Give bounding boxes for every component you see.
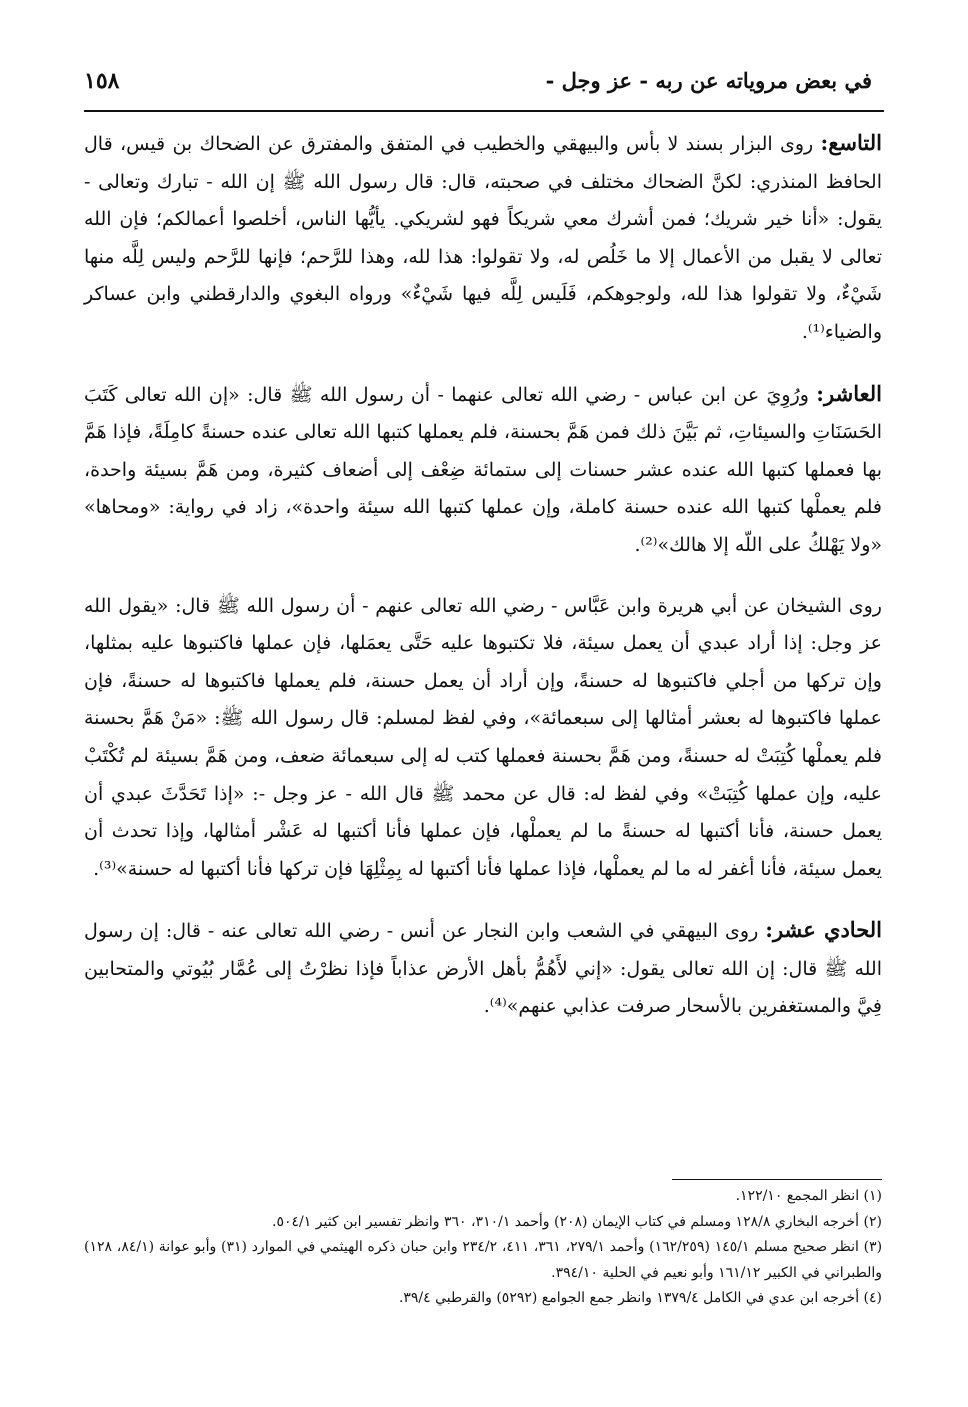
header-rule: [84, 110, 884, 112]
paragraph-label: التاسع:: [820, 130, 882, 155]
paragraph-text: روى البيهقي في الشعب وابن النجار عن أنس - رضي الله تعالى عنه - قال: إن رسول الله ﷺ قال: إن الله تعالى يقول: «إني لأَهُمُّ بأهل الأرض عذاباً فإذا نظرْتُ إلى عُمَّار بُيُوتي والمتحابين فِيَّ والمستغفرين بالأسحار صرفت عذابي عنهم»⁽⁴⁾.: [84, 920, 882, 1018]
paragraph-shaykhan: [84, 588, 882, 889]
paragraph-label: الحادي عشر:: [765, 917, 882, 943]
paragraph-text: روى البزار بسند لا بأس والبيهقي والخطيب في المتفق والمفترق عن الضحاك بن قيس، قال الحافظ المنذري: لكنَّ الضحاك مختلف في صحبته، قال: قال رسول الله ﷺ إن الله - تبارك وتعالى - يقول: «أنا خير شريك؛ فمن أشرك معي شريكاً فهو لشريكي. يأيُّها الناس، أخلصوا أعمالكم؛ فإن الله تعالى لا يقبل من الأعمال إلا ما خَلُص له، ولا تقولوا: هذا لله، وهذا للرَّحم؛ فإنها للرَّحم وليس لِلَّه منها شَيْءٌ، ولا تقولوا هذا لله، ولوجوهكم، فَلَيس لِلَّه فيها شَيْءٌ» ورواه البغوي والدارقطني وابن عساكر والضياء⁽¹⁾.: [84, 133, 882, 343]
footnote-3: (٣) انظر صحيح مسلم ١٤٥/١ (١٦٢/٢٥٩) وأحمد ٢٧٩/١، ٣٦١، ٤١١، ٢٣٤/٢ وابن حبان ذكره الهيثمي في الموارد (٣١) وأبو عوانة (٨٤/١، ١٢٨) والطبراني في الكبير ١٦١/١٢ وأبو نعيم في الحلية ٣٩٤/١٠.: [84, 1239, 883, 1281]
footnotes: [84, 1184, 882, 1312]
paragraph-label: العاشر:: [816, 380, 882, 406]
page-number: ١٥٨: [84, 68, 120, 94]
paragraph-text: روى الشيخان عن أبي هريرة وابن عَبَّاس - رضي الله تعالى عنهم - أن رسول الله ﷺ قال: «يقول الله عز وجل: إذا أراد عبدي أن يعمل سيئة، فلا تكتبوها عليه حَتَّى يعمَلها، فإن عملها فاكتبوها عليه بمثلها، وإن تركها من أجلي فاكتبوها له حسنةً، وإن أراد أن يعمل حسنة، فلم يعملها فاكتبوها له حسنةً، فإن عملها فاكتبوها له بعشر أمثالها إلى سبعمائة»، وفي لفظ لمسلم: قال رسول الله ﷺ: «مَنْ هَمَّ بحسنة فلم يعملْها كُتِبَتْ له حسنةً، ومن هَمَّ بحسنة فعملها كتب له إلى سبعمائة ضعف، ومن هَمَّ بسيئة لم تُكْتَبْ عليه، وإن عملها كُتِبَتْ» وفي لفظ له: قال عن محمد ﷺ قال الله - عز وجل -: «إذا تَحَدَّثَ عبدي أن يعمل حسنة، فأنا أكتبها له حسنةً ما لم يعملْها، فإن عملها فأنا أكتبها له عَشْر أمثالها، وإذا تحدث أن يعمل سيئة، فأنا أغفر له ما لم يعملْها، فإذا عملها فأنا أكتبها له بِمِثْلِهَا فإن تركها فأنا أكتبها له حسنة»⁽³⁾.: [84, 594, 882, 880]
footnote-4: (٤) أخرجه ابن عدي في الكامل ١٣٧٩/٤ وانظر جمع الجوامع (٥٢٩٢) والقرطبي ٣٩/٤.: [398, 1290, 882, 1306]
paragraph-eleventh: [84, 911, 882, 1026]
footnote-1: (١) انظر المجمع ١٢٢/١٠.: [735, 1188, 882, 1204]
footnote-2: (٢) أخرجه البخاري ١٢٨/٨ ومسلم في كتاب الإيمان (٢٠٨) وأحمد ٣١٠/١، ٣٦٠ وانظر تفسير ابن كثير ٥٠٤/١.: [272, 1213, 882, 1230]
paragraph-text: ورُوِيَ عن ابن عباس - رضي الله تعالى عنهما - أن رسول الله ﷺ قال: «إن الله تعالى كَتَبَ الحَسَنَاتِ والسيئاتِ، ثم بَيَّنَ ذلك فمن هَمَّ بحسنة، فلم يعملها كتبها الله تعالى عنده حسنةً كامِلَةً، فإذا هَمَّ بها فعملها كتبها الله عنده عشر حسنات إلى ستمائة ضِعْف إلى أضعاف كثيرة، ومن هَمَّ بسيئة واحدة، فلم يعملْها كتبها الله عنده حسنة كاملة، وإن عملها كتبها الله سيئة واحدة»، زاد في رواية: «ومحاها» «ولا يَهْلكُ على اللّه إلا هالك»⁽²⁾.: [84, 383, 882, 556]
paragraph-tenth: [84, 375, 882, 565]
footnote-rule: [672, 1179, 882, 1180]
main-text: [84, 124, 882, 1049]
paragraph-ninth: [84, 124, 882, 352]
running-title: في بعض مروياته عن ربه - عز وجل -: [545, 68, 872, 93]
running-header: [84, 68, 872, 108]
